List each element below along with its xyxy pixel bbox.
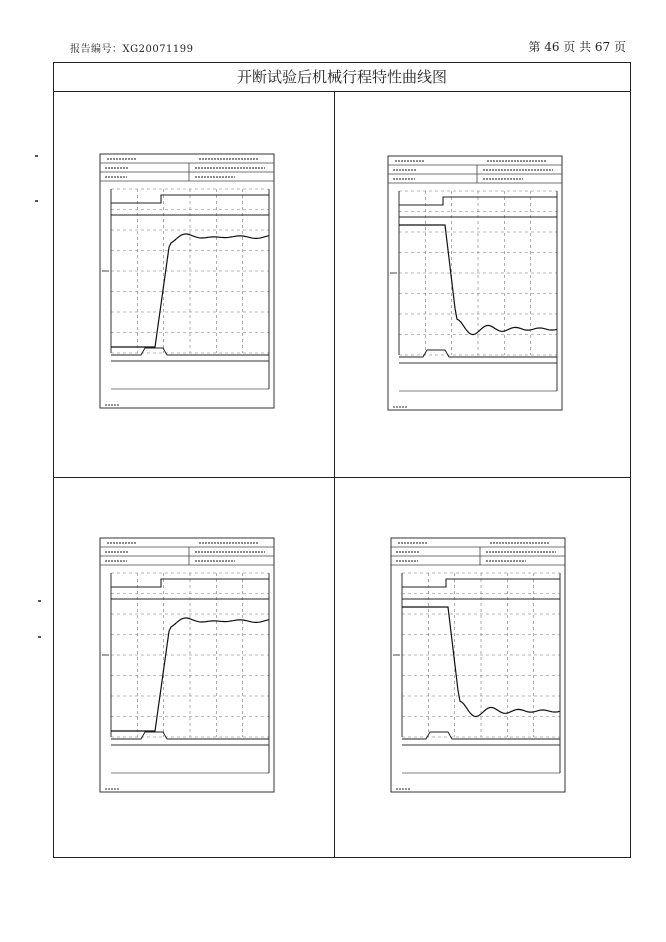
chart-border bbox=[100, 154, 274, 408]
page-title: 开断试验后机械行程特性曲线图 bbox=[54, 63, 630, 92]
chart-border bbox=[391, 538, 565, 792]
travel-chart-bottom-right bbox=[390, 537, 566, 793]
travel-chart-bottom-left bbox=[99, 537, 275, 793]
vertical-divider bbox=[334, 91, 335, 857]
horizontal-divider bbox=[54, 477, 630, 478]
page-info: 第 46 页 共 67 页 bbox=[528, 40, 626, 54]
travel-chart-top-left bbox=[99, 153, 275, 409]
scan-mark bbox=[38, 636, 41, 638]
scan-mark bbox=[38, 600, 41, 602]
page-frame bbox=[53, 62, 631, 858]
scan-mark bbox=[35, 155, 38, 157]
travel-chart-top-right bbox=[387, 155, 563, 411]
chart-border bbox=[100, 538, 274, 792]
chart-border bbox=[388, 156, 562, 410]
scan-mark bbox=[35, 200, 38, 202]
report-number: 报告编号：XG20071199 bbox=[70, 44, 194, 55]
